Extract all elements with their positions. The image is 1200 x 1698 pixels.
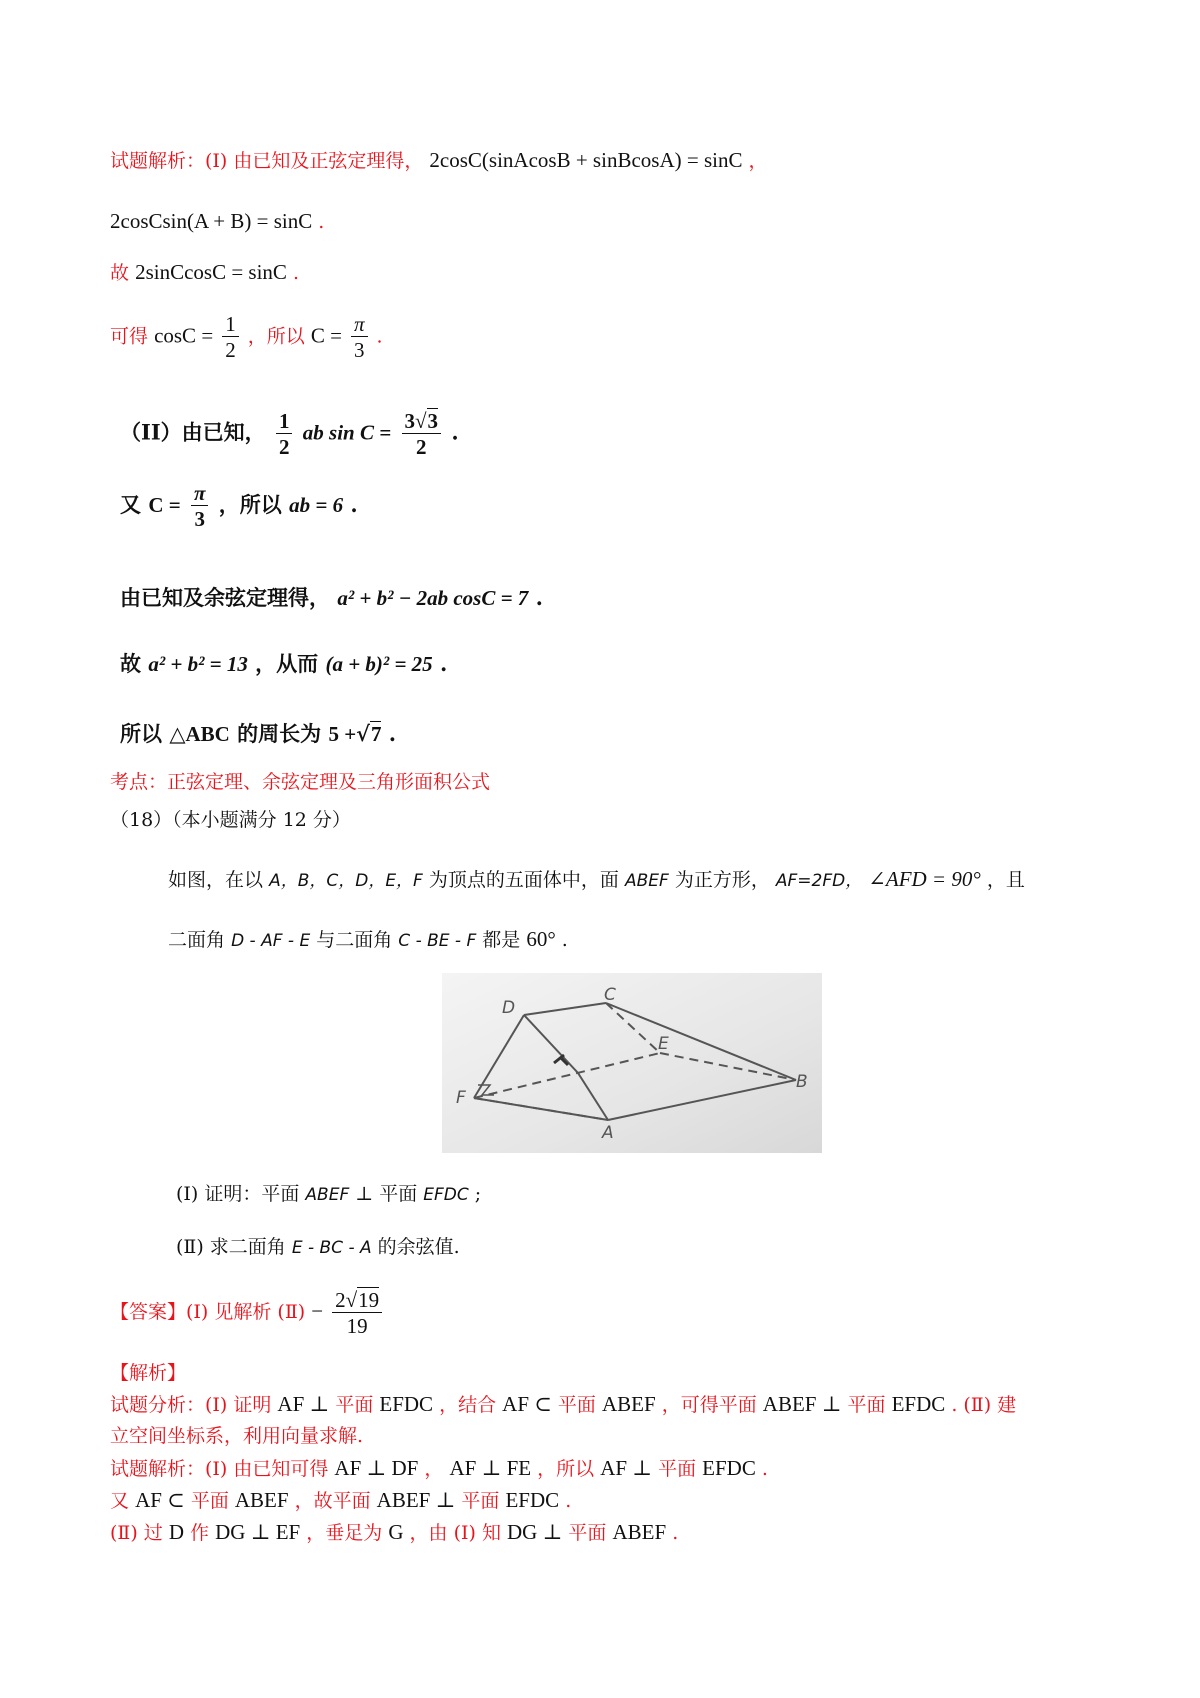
- dihedral: E - BC - A: [291, 1238, 372, 1258]
- label-c: C: [604, 985, 616, 1005]
- text: 故: [120, 651, 141, 676]
- fraction-pi-3: [191, 481, 208, 532]
- equation: ab = 6: [289, 493, 344, 518]
- text: 可得: [110, 325, 149, 348]
- text: 平面: [461, 1490, 500, 1512]
- math: ABEF: [601, 1392, 656, 1416]
- equation: ab sin C =: [302, 420, 392, 445]
- text: 如图，在以: [168, 869, 264, 891]
- q18-para-2: [168, 925, 568, 952]
- equation: a² + b² − 2ab cosC = 7: [337, 586, 529, 610]
- plane-label: EFDC: [423, 1185, 469, 1205]
- equation: (a + b)² = 25: [325, 652, 433, 676]
- coef: 3: [404, 409, 416, 433]
- math: D: [168, 1520, 184, 1544]
- text: 平面: [658, 1458, 697, 1480]
- math: G: [388, 1520, 404, 1544]
- punct: .: [376, 325, 383, 348]
- fraction-3sqrt3-2: [402, 408, 442, 460]
- equation: a² + b² = 13: [148, 652, 248, 676]
- text: 平面: [190, 1490, 229, 1512]
- figure-svg: [442, 973, 822, 1153]
- punct: .: [318, 211, 325, 233]
- figure-background: [442, 973, 822, 1153]
- text: 为正方形，: [674, 869, 770, 891]
- jiexi-line-a2: 立空间坐标系，利用向量求解.: [110, 1425, 364, 1447]
- frac-num: 2√19: [332, 1287, 382, 1313]
- frac-num: 1: [276, 409, 293, 434]
- text: 平面: [847, 1394, 886, 1416]
- label-d: D: [502, 998, 516, 1018]
- text: (Ⅰ) 证明：平面: [176, 1183, 300, 1205]
- frac-den: 19: [346, 1314, 368, 1339]
- math: DG ⊥: [507, 1520, 563, 1544]
- text: 由已知及余弦定理得，: [120, 585, 330, 610]
- fraction-pi-3: [351, 312, 368, 363]
- face-label: ABEF: [624, 871, 669, 891]
- text: ，所以: [247, 325, 305, 348]
- text: 为顶点的五面体中，面: [428, 869, 619, 891]
- frac-den: 2: [278, 434, 290, 459]
- math: ABEF ⊥: [376, 1488, 456, 1512]
- label-f: F: [456, 1088, 466, 1108]
- part2-line-4: [120, 648, 447, 678]
- kaodian: 考点：正弦定理、余弦定理及三角形面积公式: [110, 771, 491, 793]
- text: . (Ⅱ) 建: [951, 1394, 1017, 1416]
- text: 的周长为: [237, 721, 322, 746]
- math: DG ⊥ EF: [215, 1520, 301, 1544]
- part2-line-5: 所以 △ABC 的周长为 5 +√7 .: [120, 721, 397, 746]
- text: 作: [190, 1522, 210, 1544]
- punct: ;: [474, 1183, 482, 1205]
- equation: C =: [310, 323, 342, 348]
- points: A，B，C，D，E，F: [269, 871, 423, 891]
- frac-den: 3: [353, 338, 365, 363]
- part2-line-2: [120, 481, 358, 532]
- solution-line-1: [110, 146, 768, 173]
- text: 故: [110, 262, 130, 284]
- math: AF ⊥ FE: [449, 1456, 532, 1480]
- part2-line-3: [120, 582, 543, 612]
- triangle: △ABC: [169, 722, 230, 746]
- text: ，且: [986, 869, 1025, 891]
- coef: 2: [335, 1288, 346, 1312]
- angle: ∠AFD = 90°: [868, 867, 981, 891]
- angle: 60°: [526, 927, 556, 951]
- text: ，结合: [439, 1394, 497, 1416]
- math: ABEF ⊥: [762, 1392, 842, 1416]
- label-e: E: [658, 1034, 669, 1054]
- dihedral: C - BE - F: [398, 931, 477, 951]
- plane-label: ABEF: [305, 1185, 350, 1205]
- equation: 2cosCsin(A + B) = sinC: [110, 209, 313, 233]
- text: ，: [424, 1458, 444, 1480]
- text: .: [761, 1458, 768, 1480]
- text: 都是: [482, 929, 521, 951]
- text: 又: [110, 1490, 130, 1512]
- text: .: [672, 1522, 679, 1544]
- punct: .: [451, 419, 459, 445]
- frac-num: π: [351, 312, 368, 337]
- math: AF ⊂: [135, 1488, 185, 1512]
- text: ，所以: [537, 1458, 595, 1480]
- punct: ，: [748, 150, 768, 172]
- minus-sign: −: [311, 1299, 324, 1324]
- text: 的余弦值.: [377, 1236, 460, 1258]
- text: ⊥ 平面: [355, 1183, 418, 1205]
- text: 平面: [335, 1394, 374, 1416]
- math: EFDC: [505, 1488, 560, 1512]
- punct: .: [440, 651, 448, 676]
- punct: .: [350, 492, 358, 518]
- label-a: A: [602, 1123, 614, 1143]
- text: 平面: [557, 1394, 596, 1416]
- text: （II）由已知，: [120, 419, 266, 445]
- text: 又: [120, 492, 141, 518]
- radicand: 7: [370, 722, 382, 746]
- math: ABEF: [612, 1520, 667, 1544]
- math: EFDC: [379, 1392, 434, 1416]
- frac-den: 2: [225, 338, 236, 363]
- equation: C =: [148, 493, 181, 518]
- answer-label: 【答案】(Ⅰ) 见解析 (Ⅱ): [110, 1301, 306, 1324]
- text: ，从而: [255, 651, 319, 676]
- solution-line-2: [110, 209, 324, 234]
- dihedral: D - AF - E: [231, 931, 311, 951]
- math: AF ⊥ DF: [334, 1456, 419, 1480]
- q18-para-1: [168, 865, 1025, 892]
- math: EFDC: [702, 1456, 756, 1480]
- solution-label: 试题解析：(Ⅰ) 由已知及正弦定理得，: [110, 150, 424, 172]
- answer-line: [110, 1287, 385, 1339]
- math: ABEF: [234, 1488, 289, 1512]
- frac-num: 3√3: [402, 408, 442, 434]
- text: ，由 (Ⅰ) 知: [409, 1522, 501, 1544]
- punct: .: [561, 929, 568, 951]
- frac-den: 3: [194, 507, 205, 532]
- punct: .: [388, 721, 397, 746]
- jiexi-line-b1: [110, 1454, 768, 1481]
- solution-line-3: [110, 258, 299, 285]
- radicand: 3: [427, 409, 439, 433]
- condition: AF=2FD，: [775, 871, 863, 891]
- text: 二面角: [168, 929, 226, 951]
- frac-den: 2: [416, 435, 427, 460]
- answer-fraction: [332, 1287, 382, 1339]
- q18-header: （18）（本小题满分 12 分）: [110, 809, 351, 831]
- q18-sub-2: [176, 1232, 460, 1259]
- fraction-half: [222, 312, 239, 363]
- text: 平面: [568, 1522, 607, 1544]
- frac-num: 1: [222, 312, 239, 337]
- solution-line-4: [110, 312, 383, 363]
- jiexi-line-d1: [110, 1518, 678, 1545]
- text: (Ⅱ) 求二面角: [176, 1236, 286, 1258]
- frac-num: π: [191, 481, 208, 506]
- math: AF ⊂: [502, 1392, 552, 1416]
- part2-line-1: [120, 408, 459, 460]
- jiexi-line-c1: [110, 1486, 571, 1513]
- text: 试题解析：(Ⅰ) 由已知可得: [110, 1458, 329, 1480]
- math: AF ⊥: [600, 1456, 653, 1480]
- text: ，故平面: [294, 1490, 371, 1512]
- text: (Ⅱ) 过: [110, 1522, 163, 1544]
- fraction-half: [276, 409, 293, 460]
- math: EFDC: [891, 1392, 946, 1416]
- text: 试题分析：(Ⅰ) 证明: [110, 1394, 272, 1416]
- radicand: 19: [358, 1288, 380, 1312]
- text: .: [565, 1490, 572, 1512]
- equation: 2sinCcosC = sinC: [135, 260, 287, 284]
- jiexi-label: 【解析】: [110, 1362, 187, 1384]
- punct: .: [292, 262, 300, 284]
- text: ，垂足为: [306, 1522, 383, 1544]
- pentahedron-figure: [442, 973, 822, 1153]
- text: 所以: [120, 721, 162, 746]
- equation: cosC =: [154, 323, 214, 348]
- punct: .: [535, 585, 543, 610]
- q18-sub-1: [176, 1179, 481, 1206]
- text: ，所以: [218, 492, 282, 518]
- text: 与二面角: [316, 929, 393, 951]
- text: ，可得平面: [661, 1394, 757, 1416]
- math: AF ⊥: [277, 1392, 330, 1416]
- jiexi-line-a1: [110, 1390, 1016, 1417]
- label-b: B: [796, 1072, 808, 1092]
- equation: 5 +: [328, 722, 357, 746]
- equation: 2cosC(sinAcosB + sinBcosA) = sinC: [429, 148, 743, 172]
